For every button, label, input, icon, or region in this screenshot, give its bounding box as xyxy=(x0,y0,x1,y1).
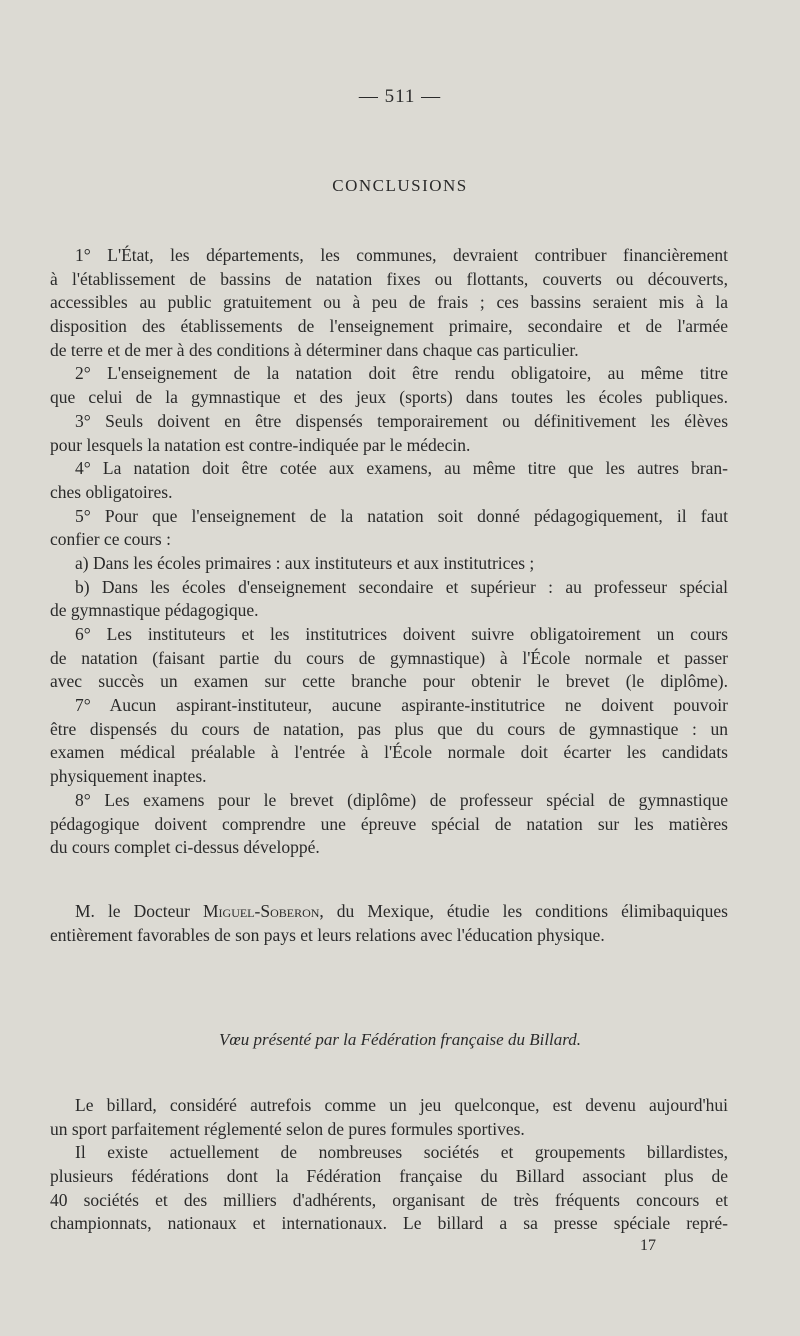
paragraph-line: du cours complet ci-dessus développé. xyxy=(50,837,320,858)
paragraph-line: 1° L'État, les départements, les communes, devraient contribuer financièrement xyxy=(75,245,728,265)
doctor-paragraph xyxy=(50,900,728,947)
doctor-prefix: M. le Docteur xyxy=(75,901,203,921)
paragraph-line: 7° Aucun aspirant-instituteur, aucune aspirante-institutrice ne doivent pouvoir xyxy=(75,695,728,716)
paragraph-line: 2° L'enseignement de la natation doit être rendu obligatoire, au même titre xyxy=(75,363,728,384)
page-number: — 511 — xyxy=(358,86,442,107)
paragraph-line: confier ce cours : xyxy=(50,529,171,550)
paragraph-line: Le billard, considéré autrefois comme un jeu quelconque, est devenu aujourd'hui xyxy=(75,1095,728,1115)
doctor-line-rest: , du Mexique, étudie les conditions élimibaquiques xyxy=(319,901,728,921)
paragraph-line: championnats, nationaux et internationaux. Le billard a sa presse spéciale repré- xyxy=(50,1213,728,1234)
paragraph-line: a) Dans les écoles primaires : aux instituteurs et aux institutrices ; xyxy=(75,552,535,573)
paragraph-line: 4° La natation doit être cotée aux examens, au même titre que les autres bran- xyxy=(75,458,728,479)
voeu-title: Vœu présenté par la Fédération française du Billard. xyxy=(219,1030,581,1049)
section-title: CONCLUSIONS xyxy=(332,176,468,195)
paragraph-line: accessibles au public gratuitement ou à peu de frais ; ces bassins seraient mis à la xyxy=(50,292,728,313)
paragraph-line: de gymnastique pédagogique. xyxy=(50,600,259,621)
paragraph-line: disposition des établissements de l'enseignement primaire, secondaire et de l'armée xyxy=(50,316,728,337)
paragraph-line: b) Dans les écoles d'enseignement secondaire et supérieur : au professeur spécial xyxy=(75,576,728,597)
billard-paragraph xyxy=(50,1094,728,1236)
paragraph-line: 3° Seuls doivent en être dispensés temporairement ou définitivement les élèves xyxy=(75,410,728,431)
paragraph-line: à l'établissement de bassins de natation fixes ou flottants, couverts ou découverts, xyxy=(50,268,728,289)
paragraph-line: entièrement favorables de son pays et leurs relations avec l'éducation physique. xyxy=(50,924,605,945)
paragraph-line: 40 sociétés et des milliers d'adhérents, organisant de très fréquents concours et xyxy=(50,1189,728,1210)
paragraph-line: de terre et de mer à des conditions à déterminer dans chaque cas particulier. xyxy=(50,339,579,360)
paragraph-line: 5° Pour que l'enseignement de la natation soit donné pédagogiquement, il faut xyxy=(75,505,728,526)
paragraph-line: de natation (faisant partie du cours de gymnastique) à l'École normale et passer xyxy=(50,647,728,668)
paragraph-line: Il existe actuellement de nombreuses sociétés et groupements billardistes, xyxy=(75,1142,728,1163)
paragraph-line: pédagogique doivent comprendre une épreuve spécial de natation sur les matières xyxy=(50,813,728,834)
paragraph-line: avec succès un examen sur cette branche pour obtenir le brevet (le diplôme). xyxy=(50,671,728,692)
paragraph-line: ches obligatoires. xyxy=(50,481,173,502)
paragraph-line: 8° Les examens pour le brevet (diplôme) de professeur spécial de gymnastique xyxy=(75,789,728,810)
doctor-name: Miguel-Soberon xyxy=(202,901,320,921)
paragraph-line: plusieurs fédérations dont la Fédération française du Billard associant plus de xyxy=(50,1166,728,1187)
paragraph-line: 6° Les instituteurs et les institutrices doivent suivre obligatoirement un cours xyxy=(75,624,728,644)
conclusions-list xyxy=(50,244,728,860)
paragraph-line: que celui de la gymnastique et des jeux (sports) dans toutes les écoles publiques. xyxy=(50,387,728,408)
paragraph-line: être dispensés du cours de natation, pas plus que du cours de gymnastique : un xyxy=(50,718,728,739)
signature-mark: 17 xyxy=(640,1237,656,1254)
paragraph-line: physiquement inaptes. xyxy=(50,766,207,787)
paragraph-line: un sport parfaitement réglementé selon de pures formules sportives. xyxy=(50,1118,525,1139)
paragraph-line xyxy=(50,900,728,924)
paragraph-line: examen médical préalable à l'entrée à l'École normale doit écarter les candidats xyxy=(50,742,728,763)
paragraph-line: pour lesquels la natation est contre-indiquée par le médecin. xyxy=(50,434,471,455)
